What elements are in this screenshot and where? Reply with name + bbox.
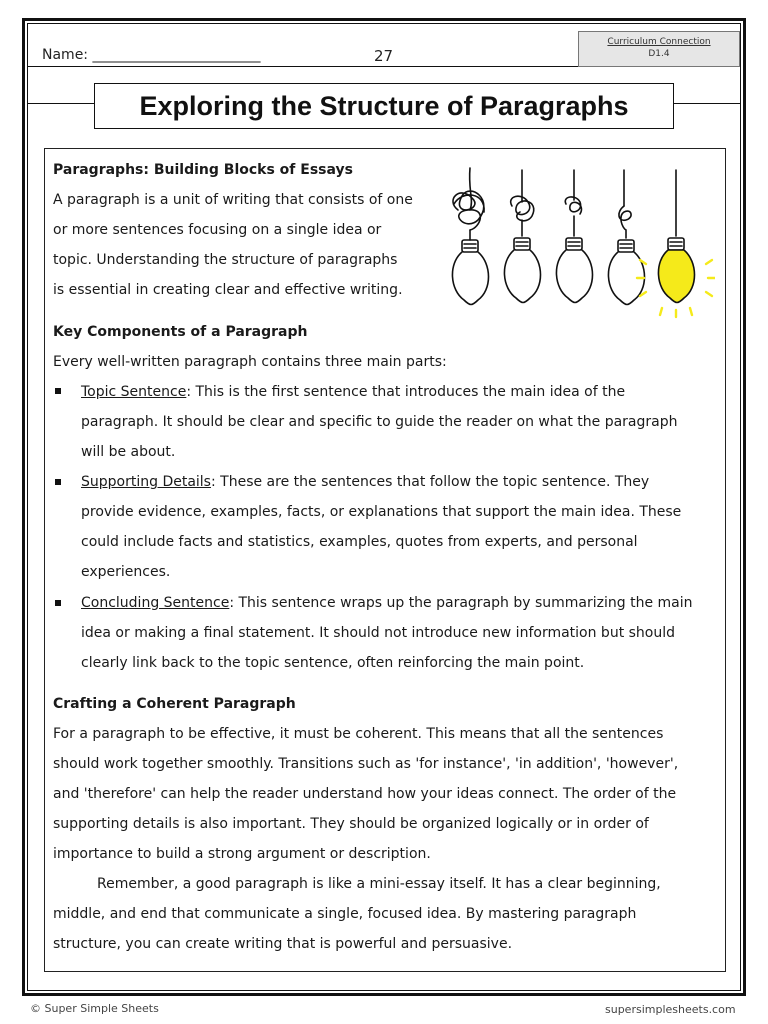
name-field: Name: ________________________ — [42, 47, 261, 63]
curriculum-connection-box — [578, 31, 740, 67]
tangled-lightbulbs-icon — [440, 160, 715, 320]
text-line: A paragraph is a unit of writing that consists of one — [53, 192, 413, 208]
footer-website: supersimplesheets.com — [605, 1003, 736, 1016]
bullet-marker — [55, 479, 61, 485]
list-item-supporting-details — [81, 467, 681, 587]
list-item-topic-sentence — [81, 377, 677, 467]
text-line: could include facts and statistics, examples, quotes from experts, and personal — [81, 534, 638, 550]
text-line: will be about. — [81, 444, 176, 460]
text-line: importance to build a strong argument or description. — [53, 846, 431, 862]
section-heading: Paragraphs: Building Blocks of Essays — [53, 162, 353, 178]
list-item-text: : This sentence wraps up the paragraph by summarizing the main — [229, 595, 693, 611]
section-coherent-paragraph — [53, 689, 678, 959]
text-line: or more sentences focusing on a single idea or — [53, 222, 382, 238]
list-item-concluding-sentence — [81, 588, 693, 678]
list-item-first-line — [81, 588, 693, 618]
text-line: clearly link back to the topic sentence, often reinforcing the main point. — [81, 655, 585, 671]
list-item-first-line — [81, 467, 681, 497]
bullet-marker — [55, 600, 61, 606]
text-line: topic. Understanding the structure of paragraphs — [53, 252, 398, 268]
text-line: Remember, a good paragraph is like a mini-essay itself. It has a clear beginning, — [97, 876, 661, 892]
footer-copyright: © Super Simple Sheets — [30, 1002, 159, 1015]
title-rule-right — [673, 103, 741, 104]
text-line: paragraph. It should be clear and specific to guide the reader on what the paragraph — [81, 414, 678, 430]
text-line: and 'therefore' can help the reader understand how your ideas connect. The order of the — [53, 786, 677, 802]
list-item-first-line — [81, 377, 677, 407]
text-line: structure, you can create writing that is powerful and persuasive. — [53, 936, 513, 952]
list-item-term: Supporting Details — [81, 474, 211, 490]
text-line: provide evidence, examples, facts, or explanations that support the main idea. These — [81, 504, 682, 520]
text-line: should work together smoothly. Transitions such as 'for instance', 'in addition', 'however', — [53, 756, 679, 772]
bullet-marker — [55, 388, 61, 394]
list-item-term: Topic Sentence — [81, 384, 187, 400]
curriculum-label: Curriculum Connection — [607, 37, 711, 47]
text-line: is essential in creating clear and effective writing. — [53, 282, 403, 298]
list-item-text: : This is the first sentence that introduces the main idea of the — [186, 384, 626, 400]
text-line: For a paragraph to be effective, it must be coherent. This means that all the sentences — [53, 726, 664, 742]
text-line: supporting details is also important. They should be organized logically or in order of — [53, 816, 649, 832]
text-line: experiences. — [81, 564, 171, 580]
section-key-components — [53, 317, 447, 377]
curriculum-code: D1.4 — [648, 49, 670, 59]
section-building-blocks — [53, 155, 413, 305]
text-line: Every well-written paragraph contains three main parts: — [53, 354, 447, 370]
section-heading: Crafting a Coherent Paragraph — [53, 696, 296, 712]
text-line: idea or making a final statement. It should not introduce new information but should — [81, 625, 676, 641]
page-number: 27 — [374, 47, 394, 65]
text-line: middle, and end that communicate a single, focused idea. By mastering paragraph — [53, 906, 637, 922]
list-item-text: : These are the sentences that follow the topic sentence. They — [210, 474, 650, 490]
title-rule-left — [27, 103, 95, 104]
list-item-term: Concluding Sentence — [81, 595, 230, 611]
section-heading: Key Components of a Paragraph — [53, 324, 308, 340]
page-title: Exploring the Structure of Paragraphs — [94, 83, 674, 129]
